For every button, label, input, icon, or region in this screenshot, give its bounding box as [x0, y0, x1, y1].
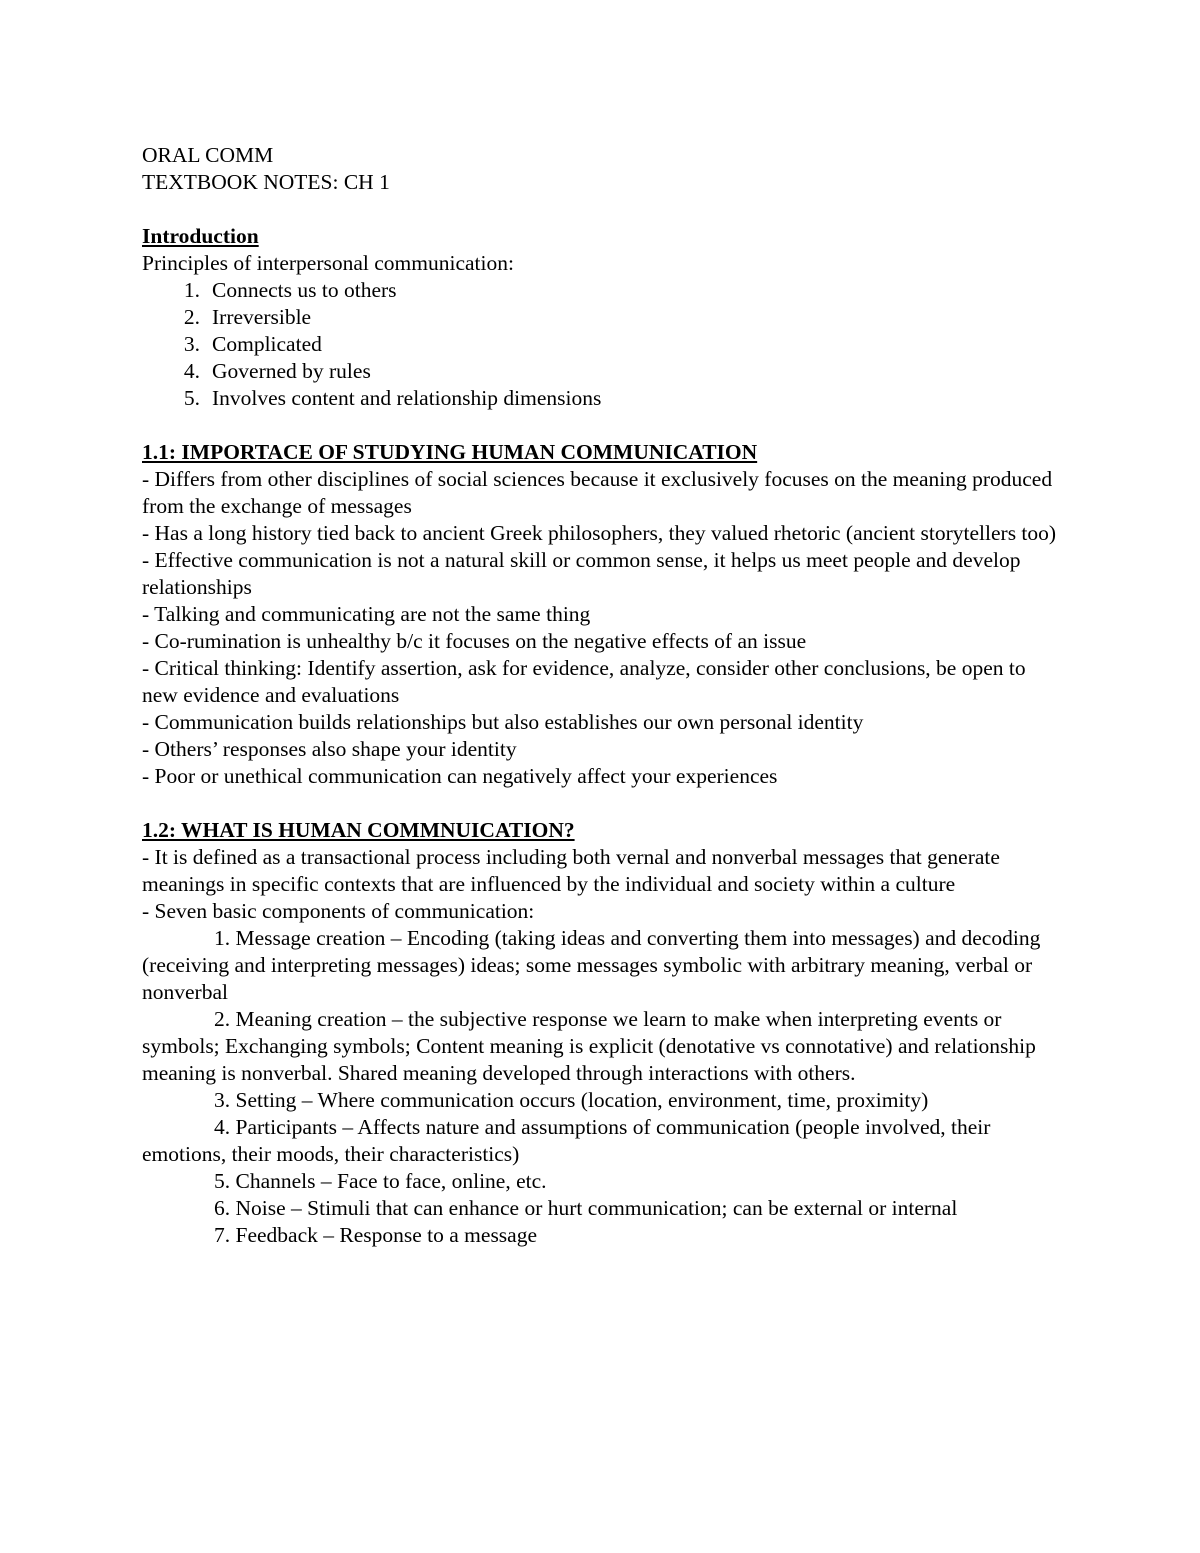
- bullet-point: - Co-rumination is unhealthy b/c it focuses on the negative effects of an issue: [142, 629, 807, 653]
- intro-lead: Principles of interpersonal communication:: [142, 251, 514, 275]
- component-item: 7. Feedback – Response to a message: [214, 1223, 538, 1247]
- bullet-point: - Talking and communicating are not the same thing: [142, 602, 591, 626]
- spacer: [142, 412, 1057, 439]
- bullet-point: - Others’ responses also shape your identity: [142, 737, 517, 761]
- list-item: [183, 331, 1057, 358]
- spacer: [142, 196, 1057, 223]
- list-item: [183, 385, 1057, 412]
- component-item: 6. Noise – Stimuli that can enhance or hurt communication; can be external or internal: [214, 1196, 958, 1220]
- component-item: 4. Participants – Affects nature and assumptions of communication (people involved, their emotions, their moods, their characteristics): [142, 1115, 991, 1166]
- list-text: Irreversible: [212, 305, 312, 329]
- bullet-point: - Critical thinking: Identify assertion, ask for evidence, analyze, consider other conclusions, be open to new evidence and evaluations: [142, 656, 1026, 707]
- component-item: 3. Setting – Where communication occurs (location, environment, time, proximity): [214, 1088, 929, 1112]
- list-item: [183, 358, 1057, 385]
- section-1-1-heading: 1.1: IMPORTACE OF STUDYING HUMAN COMMUNICATION: [142, 440, 758, 464]
- bullet-point: - Effective communication is not a natural skill or common sense, it helps us meet people and develop relationships: [142, 548, 1021, 599]
- notes-subtitle: TEXTBOOK NOTES: CH 1: [142, 170, 390, 194]
- list-number: 5.: [183, 386, 200, 410]
- bullet-point: - Differs from other disciplines of social sciences because it exclusively focuses on the meaning produced from the exchange of messages: [142, 467, 1053, 518]
- component-item: 5. Channels – Face to face, online, etc.: [214, 1169, 547, 1193]
- component-item: 1. Message creation – Encoding (taking ideas and converting them into messages) and decoding (receiving and interpreting messages) ideas; some messages symbolic with arbitrary meaning, verbal or nonverbal: [142, 926, 1041, 1004]
- definition-paragraph: - It is defined as a transactional process including both vernal and nonverbal messages that generate meanings in specific contexts that are influenced by the individual and society within a culture: [142, 845, 1000, 896]
- component-item: 2. Meaning creation – the subjective response we learn to make when interpreting events or symbols; Exchanging symbols; Content meaning is explicit (denotative vs connotative) and relationship meaning is nonverbal. Shared meaning developed through interactions with others.: [142, 1007, 1036, 1085]
- list-number: 4.: [183, 359, 200, 383]
- bullet-point: - Has a long history tied back to ancient Greek philosophers, they valued rhetoric (ancient storytellers too): [142, 521, 1057, 545]
- components-lead: - Seven basic components of communication:: [142, 899, 535, 923]
- list-number: 2.: [183, 305, 200, 329]
- intro-heading: Introduction: [142, 224, 259, 248]
- list-item: [183, 304, 1057, 331]
- course-title: ORAL COMM: [142, 143, 274, 167]
- list-text: Involves content and relationship dimensions: [212, 386, 602, 410]
- list-text: Governed by rules: [212, 359, 371, 383]
- bullet-point: - Communication builds relationships but also establishes our own personal identity: [142, 710, 864, 734]
- bullet-point: - Poor or unethical communication can negatively affect your experiences: [142, 764, 778, 788]
- list-number: 1.: [183, 278, 200, 302]
- list-item: [183, 277, 1057, 304]
- document-page: [142, 142, 1057, 1249]
- list-text: Connects us to others: [212, 278, 397, 302]
- section-1-2-heading: 1.2: WHAT IS HUMAN COMMNUICATION?: [142, 818, 575, 842]
- spacer: [142, 790, 1057, 817]
- list-number: 3.: [183, 332, 200, 356]
- principles-list: [142, 277, 1057, 412]
- list-text: Complicated: [212, 332, 322, 356]
